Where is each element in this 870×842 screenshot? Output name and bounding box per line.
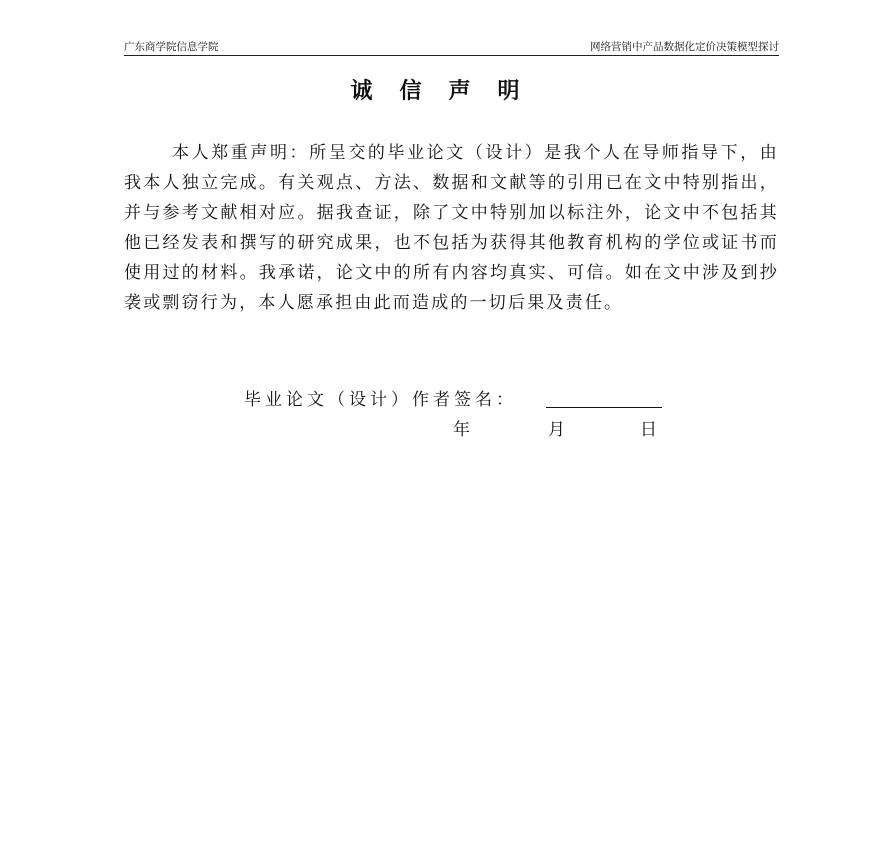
header-divider: [124, 55, 779, 56]
date-day-label: 日: [640, 420, 657, 440]
page-title: 诚信声明: [350, 79, 547, 104]
date-month-label: 月: [548, 420, 565, 440]
declaration-paragraph: 本人郑重声明：所呈交的毕业论文（设计）是我个人在导师指导下，由我本人独立完成。有关观点、方法、数据和文献等的引用已在文中特别指出，并与参考文献相对应。据我查证，除了文中特别加以标注外，论文中不包括其他已经发表和撰写的研究成果，也不包括为获得其他教育机构的学位或证书而使用过的材料。我承诺，论文中的所有内容均真实、可信。如在文中涉及到抄袭或剽窃行为，本人愿承担由此而造成的一切后果及责任。: [124, 143, 779, 313]
signature-row: [244, 388, 517, 412]
date-row: [0, 418, 870, 442]
running-header: [124, 40, 779, 54]
signature-line: [546, 407, 662, 408]
header-institution: 广东商学院信息学院: [124, 41, 219, 53]
date-year-label: 年: [453, 420, 470, 440]
header-thesis-title: 网络营销中产品数据化定价决策模型探讨: [590, 41, 779, 53]
signature-label: 毕业论文（设计）作者签名：: [244, 390, 517, 410]
